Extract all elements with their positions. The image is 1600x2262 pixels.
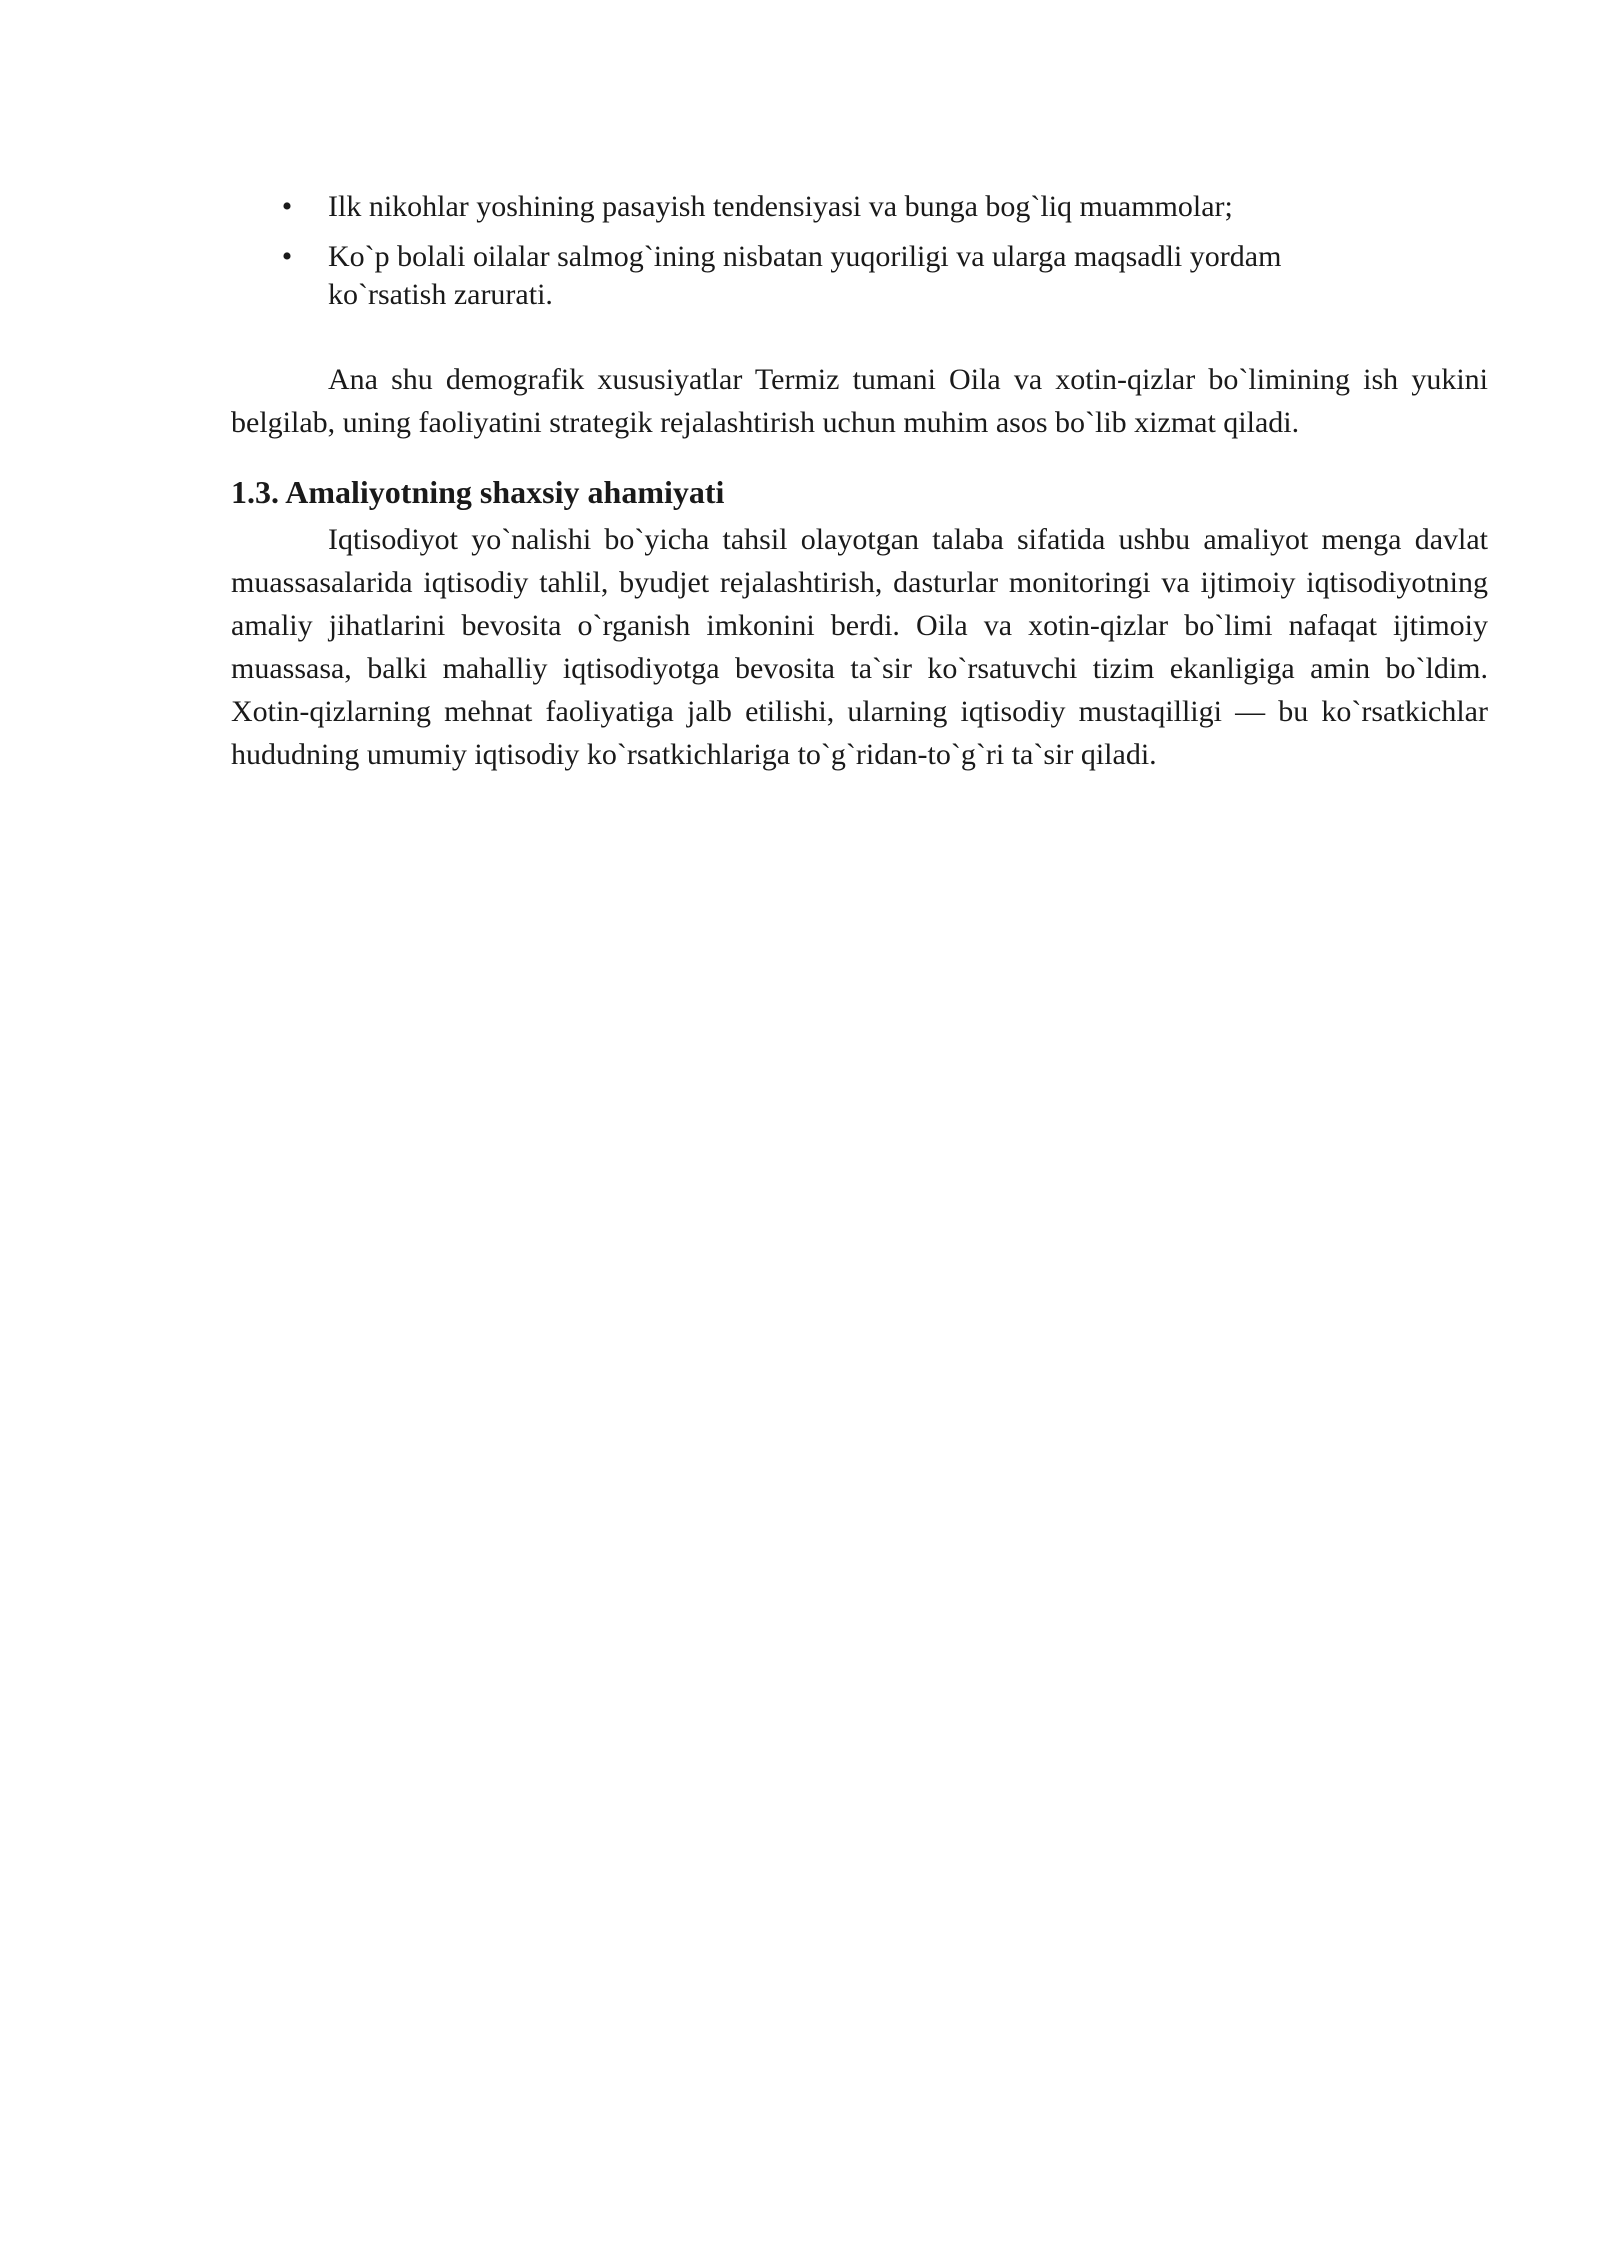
bullet-icon: • <box>281 240 293 273</box>
list-item <box>231 188 1388 226</box>
section-heading: 1.3. Amaliyotning shaxsiy ahamiyati <box>231 474 725 510</box>
bullet-list <box>231 188 1488 314</box>
body-paragraph: Ana shu demografik xususiyatlar Termiz tumani Oila va xotin-qizlar bo`limining ish yukini belgilab, uning faoliyatini strategik rejalashtirish uchun muhim asos bo`lib xizmat qiladi. <box>231 363 1488 439</box>
list-item <box>231 238 1388 314</box>
bullet-icon: • <box>281 190 293 223</box>
section-paragraph: Iqtisodiyot yo`nalishi bo`yicha tahsil olayotgan talaba sifatida ushbu amaliyot menga davlat muassasalarida iqtisodiy tahlil, byudjet rejalashtirish, dasturlar monitoringi va ijtimoiy iqtisodiyotning amaliy jihatlarini bevosita o`rganish imkonini berdi. Oila va xotin-qizlar bo`limi nafaqat ijtimoiy muassasa, balki mahalliy iqtisodiyotga bevosita ta`sir ko`rsatuvchi tizim ekanligiga amin bo`ldim. Xotin-qizlarning mehnat faoliyatiga jalb etilishi, ularning iqtisodiy mustaqilligi — bu ko`rsatkichlar hududning umumiy iqtisodiy ko`rsatkichlariga to`g`ridan-to`g`ri ta`sir qiladi. <box>231 523 1488 771</box>
page-content <box>231 188 1488 776</box>
bullet-text: Ilk nikohlar yoshining pasayish tendensiyasi va bunga bog`liq muammolar; <box>328 190 1233 223</box>
bullet-text: Ko`p bolali oilalar salmog`ining nisbatan yuqoriligi va ularga maqsadli yordam ko`rsatish zarurati. <box>328 240 1282 311</box>
